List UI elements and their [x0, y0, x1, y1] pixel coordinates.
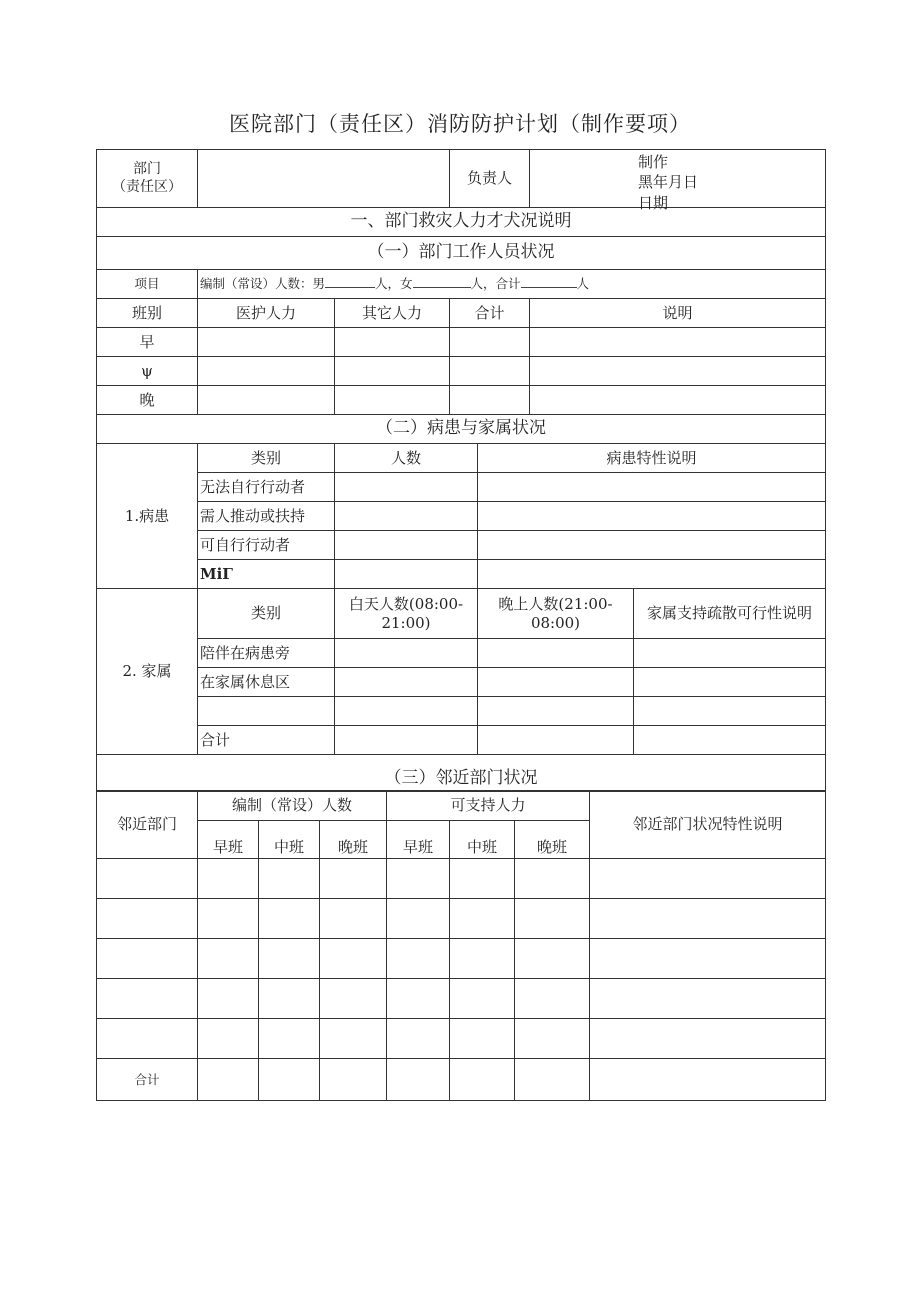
shift-medical-cell[interactable]: [198, 386, 335, 415]
neighbor-value-cell[interactable]: [387, 1019, 450, 1059]
neighbor-dept-cell[interactable]: [97, 1019, 198, 1059]
family-day-cell[interactable]: [335, 639, 478, 668]
neighbor-total-cell[interactable]: [590, 1059, 826, 1101]
total-count-blank[interactable]: [521, 287, 577, 288]
staff-count-suffix: 人: [576, 276, 590, 292]
family-group-label: 2. 家属: [97, 589, 198, 755]
document-title: 医院部门（责任区）消防防护计划（制作要项）: [229, 112, 691, 136]
shift-header-other: 其它人力: [335, 299, 450, 328]
patients-header-category: 类别: [198, 444, 335, 473]
staffing-shift-middle: 中班: [259, 821, 320, 859]
shift-notes-cell[interactable]: [530, 386, 826, 415]
patients-count-cell[interactable]: [335, 502, 478, 531]
family-header-night: 晚上人数(21:00-08:00): [478, 589, 634, 639]
made-date-cell[interactable]: [530, 150, 826, 212]
neighbor-value-cell[interactable]: [515, 1019, 590, 1059]
neighbor-row: [97, 939, 826, 979]
shift-other-cell[interactable]: [335, 328, 450, 357]
section2-title: （二）病患与家属状况: [97, 415, 826, 444]
section3-title-row: [97, 755, 826, 792]
support-shift-middle: 中班: [450, 821, 515, 859]
family-header-row: [97, 589, 826, 639]
header-row: [97, 150, 826, 208]
neighbor-value-cell[interactable]: [320, 939, 387, 979]
patients-notes-cell[interactable]: [478, 531, 826, 560]
family-row: [97, 697, 826, 726]
neighbor-total-cell[interactable]: [320, 1059, 387, 1101]
neighbor-total-cell[interactable]: [198, 1059, 259, 1101]
neighbor-row: [97, 899, 826, 939]
family-notes-cell[interactable]: [634, 726, 826, 755]
neighbor-value-cell[interactable]: [387, 899, 450, 939]
staff-title-row: [97, 237, 826, 270]
patients-notes-cell[interactable]: [478, 473, 826, 502]
family-notes-cell[interactable]: [634, 639, 826, 668]
family-day-cell[interactable]: [335, 697, 478, 726]
neighbor-total-label: 合计: [97, 1059, 198, 1101]
neighbor-notes-cell[interactable]: [590, 939, 826, 979]
patients-category: 可自行行动者: [198, 531, 335, 560]
dept-value-cell[interactable]: [198, 150, 450, 208]
neighbor-row: [97, 1019, 826, 1059]
male-count-blank[interactable]: [325, 287, 375, 288]
section1-title-row: [97, 208, 826, 237]
dept-label-line1: 部门: [133, 161, 161, 177]
shift-header-medical: 医护人力: [198, 299, 335, 328]
family-category: 合计: [198, 726, 335, 755]
shift-row: [97, 386, 826, 415]
shift-header-class: 班别: [97, 299, 198, 328]
neighbor-dept-cell[interactable]: [97, 939, 198, 979]
shift-row: [97, 328, 826, 357]
neighbor-value-cell[interactable]: [259, 899, 320, 939]
patients-row: [97, 560, 826, 589]
patients-notes-cell[interactable]: [478, 560, 826, 589]
female-count-blank[interactable]: [413, 287, 471, 288]
dept-label-line2: （责任区）: [112, 178, 182, 195]
support-shift-morning: 早班: [387, 821, 450, 859]
neighbor-value-cell[interactable]: [259, 979, 320, 1019]
family-night-cell[interactable]: [478, 668, 634, 697]
shift-total-cell[interactable]: [450, 357, 530, 386]
neighbor-notes-cell[interactable]: [590, 859, 826, 899]
neighbor-value-cell[interactable]: [387, 939, 450, 979]
neighbor-staffing-label: 编制（常设）人数: [198, 791, 387, 821]
neighbor-value-cell[interactable]: [450, 1019, 515, 1059]
dept-label-cell: [97, 150, 198, 208]
shift-row: [97, 357, 826, 386]
neighbor-value-cell[interactable]: [320, 1019, 387, 1059]
shift-header-row: [97, 299, 826, 328]
family-category: [198, 697, 335, 726]
neighbor-value-cell[interactable]: [387, 859, 450, 899]
fire-plan-table-upper: [96, 149, 826, 792]
neighbor-value-cell[interactable]: [198, 939, 259, 979]
neighbor-notes-label: 邻近部门状况特性说明: [590, 791, 826, 859]
neighbor-value-cell[interactable]: [450, 859, 515, 899]
staff-count-prefix: 编制（常设）人数：男: [200, 276, 326, 292]
patients-count-cell[interactable]: [335, 560, 478, 589]
family-header-category: 类别: [198, 589, 335, 639]
patients-header-row: [97, 444, 826, 473]
neighbor-header-row: [97, 791, 826, 821]
neighbor-support-label: 可支持人力: [387, 791, 590, 821]
family-day-cell[interactable]: [335, 726, 478, 755]
neighbor-value-cell[interactable]: [259, 939, 320, 979]
support-shift-evening: 晚班: [515, 821, 590, 859]
section2-title-row: [97, 415, 826, 444]
patients-category: MiΓ: [198, 560, 335, 589]
neighbor-value-cell[interactable]: [320, 859, 387, 899]
shift-total-cell[interactable]: [450, 386, 530, 415]
patients-row: [97, 502, 826, 531]
family-notes-cell[interactable]: [634, 697, 826, 726]
family-night-cell[interactable]: [478, 697, 634, 726]
neighbor-total-cell[interactable]: [450, 1059, 515, 1101]
staff-count-cell[interactable]: [198, 270, 826, 299]
neighbor-value-cell[interactable]: [198, 1019, 259, 1059]
family-day-cell[interactable]: [335, 668, 478, 697]
family-night-cell[interactable]: [478, 639, 634, 668]
responsible-label: 负责人: [450, 150, 530, 208]
patients-row: [97, 531, 826, 560]
neighbor-value-cell[interactable]: [450, 939, 515, 979]
neighbor-value-cell[interactable]: [450, 979, 515, 1019]
neighbor-notes-cell[interactable]: [590, 1019, 826, 1059]
item-label: 项目: [97, 270, 198, 299]
neighbor-notes-cell[interactable]: [590, 899, 826, 939]
patients-header-notes: 病患特性说明: [478, 444, 826, 473]
section1-title: 一、部门救灾人力才犬况说明: [97, 208, 826, 237]
staff-count-female: 人，女: [375, 276, 413, 292]
neighbor-value-cell[interactable]: [259, 859, 320, 899]
neighbor-value-cell[interactable]: [515, 979, 590, 1019]
neighbor-dept-cell[interactable]: [97, 899, 198, 939]
staffing-shift-evening: 晚班: [320, 821, 387, 859]
family-row: [97, 726, 826, 755]
section3-title: （三）邻近部门状况: [97, 755, 826, 792]
neighbor-total-cell[interactable]: [259, 1059, 320, 1101]
family-category: 陪伴在病患旁: [198, 639, 335, 668]
shift-notes-cell[interactable]: [530, 328, 826, 357]
neighbor-dept-label: 邻近部门: [97, 791, 198, 859]
family-row: [97, 639, 826, 668]
patients-category: 无法自行行动者: [198, 473, 335, 502]
neighbor-value-cell[interactable]: [515, 859, 590, 899]
family-night-cell[interactable]: [478, 726, 634, 755]
shift-medical-cell[interactable]: [198, 328, 335, 357]
neighbor-value-cell[interactable]: [515, 939, 590, 979]
neighbor-total-cell[interactable]: [387, 1059, 450, 1101]
neighbor-value-cell[interactable]: [387, 979, 450, 1019]
neighbor-value-cell[interactable]: [259, 1019, 320, 1059]
patients-header-count: 人数: [335, 444, 478, 473]
patients-category: 需人推动或扶持: [198, 502, 335, 531]
shift-notes-cell[interactable]: [530, 357, 826, 386]
neighbor-notes-cell[interactable]: [590, 979, 826, 1019]
patients-count-cell[interactable]: [335, 473, 478, 502]
made-label-line3: 日期: [638, 193, 669, 212]
neighbor-value-cell[interactable]: [450, 899, 515, 939]
neighbor-row: [97, 979, 826, 1019]
shift-label-morning: 早: [97, 328, 198, 357]
neighbor-value-cell[interactable]: [198, 859, 259, 899]
staff-count-row: [97, 270, 826, 299]
family-row: [97, 668, 826, 697]
shift-total-cell[interactable]: [450, 328, 530, 357]
shift-label-evening: 晚: [97, 386, 198, 415]
patients-row: [97, 473, 826, 502]
neighbor-row: [97, 859, 826, 899]
family-header-day: 白天人数(08:00-21:00): [335, 589, 478, 639]
made-label-line2: 黑年月日: [638, 173, 699, 192]
patients-group-label: 1.病患: [97, 444, 198, 589]
fire-plan-table-lower: [96, 790, 826, 1101]
patients-count-cell[interactable]: [335, 531, 478, 560]
shift-other-cell[interactable]: [335, 386, 450, 415]
shift-label-middle: ψ: [97, 357, 198, 386]
shift-medical-cell[interactable]: [198, 357, 335, 386]
staff-count-total: 人，合计: [470, 276, 521, 292]
neighbor-value-cell[interactable]: [198, 899, 259, 939]
neighbor-dept-cell[interactable]: [97, 979, 198, 1019]
neighbor-total-cell[interactable]: [515, 1059, 590, 1101]
neighbor-value-cell[interactable]: [198, 979, 259, 1019]
shift-header-total: 合计: [450, 299, 530, 328]
neighbor-total-row: [97, 1059, 826, 1101]
neighbor-dept-cell[interactable]: [97, 859, 198, 899]
family-category: 在家属休息区: [198, 668, 335, 697]
neighbor-value-cell[interactable]: [320, 979, 387, 1019]
made-label-line1: 制作: [638, 153, 669, 171]
staff-title: （一）部门工作人员状况: [97, 237, 826, 270]
family-header-notes: 家属支持疏散可行性说明: [634, 589, 826, 639]
patients-notes-cell[interactable]: [478, 502, 826, 531]
shift-other-cell[interactable]: [335, 357, 450, 386]
family-notes-cell[interactable]: [634, 668, 826, 697]
neighbor-value-cell[interactable]: [515, 899, 590, 939]
shift-header-notes: 说明: [530, 299, 826, 328]
neighbor-value-cell[interactable]: [320, 899, 387, 939]
staffing-shift-morning: 早班: [198, 821, 259, 859]
